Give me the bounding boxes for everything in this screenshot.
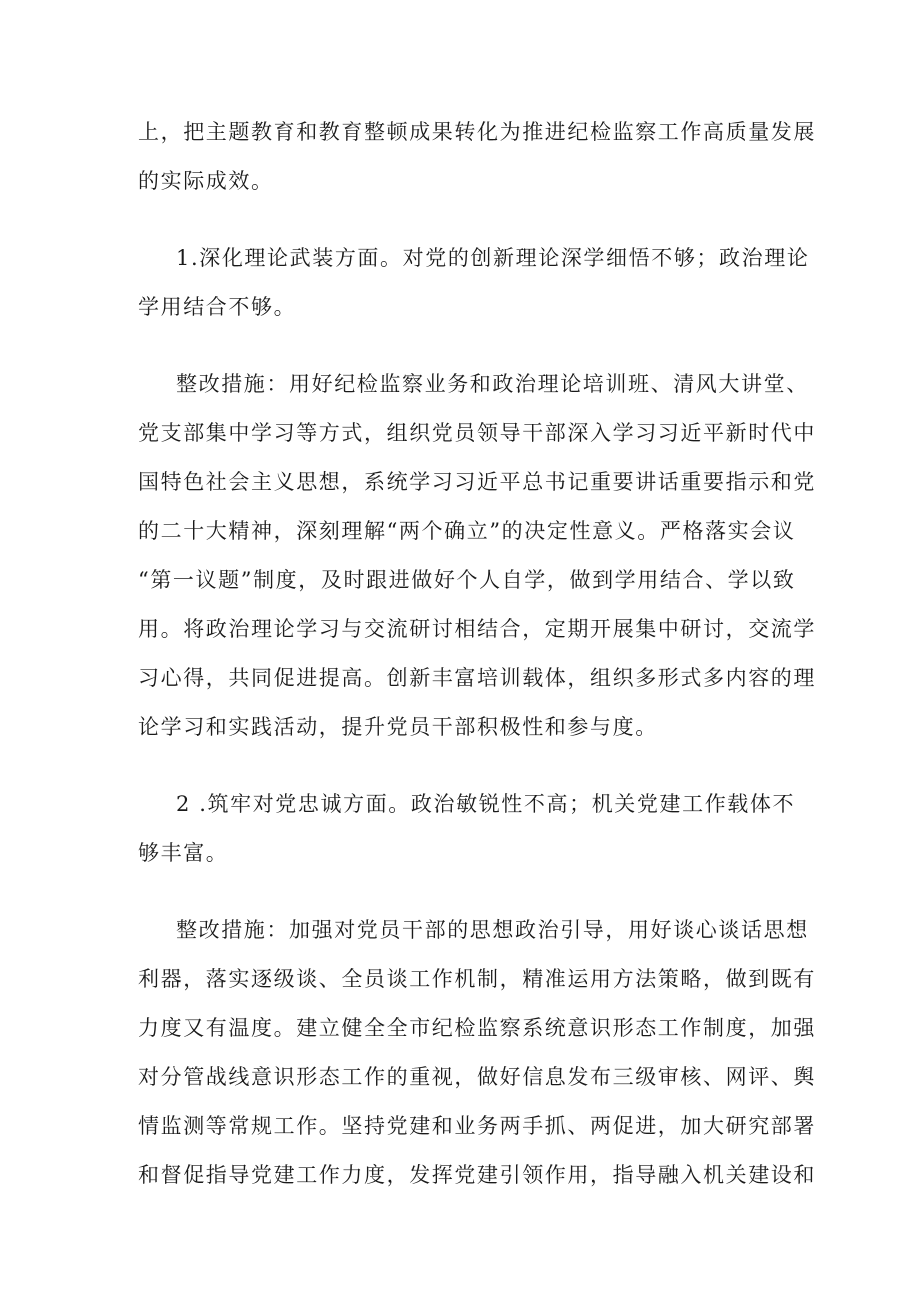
paragraph-line: 上，把主题教育和教育整顿成果转化为推进纪检监察工作高质量发展 bbox=[138, 120, 816, 144]
paragraph-line: 的实际成效。 bbox=[138, 169, 274, 193]
section-heading-1-cont: 学用结合不够。 bbox=[138, 295, 297, 319]
paragraph-line: 的二十大精神，深刻理解“两个确立”的决定性意义。严格落实会议 bbox=[138, 519, 796, 543]
paragraph-line: 整改措施：加强对党员干部的思想政治引导，用好谈心谈话思想 bbox=[176, 918, 809, 942]
paragraph-line: 情监测等常规工作。坚持党建和业务两手抓、两促进，加大研究部署 bbox=[138, 1114, 816, 1138]
section-heading-2: 2 .筑牢对党忠诚方面。政治敏锐性不高；机关党建工作载体不 bbox=[176, 792, 796, 816]
paragraph-line: 国特色社会主义思想，系统学习习近平总书记重要讲话重要指示和党 bbox=[138, 470, 816, 494]
paragraph-line: 整改措施：用好纪检监察业务和政治理论培训班、清风大讲堂、 bbox=[176, 372, 809, 396]
paragraph-line: 力度又有温度。建立健全全市纪检监察系统意识形态工作制度，加强 bbox=[138, 1016, 816, 1040]
paragraph-line: “第一议题”制度，及时跟进做好个人自学，做到学用结合、学以致 bbox=[138, 568, 796, 592]
section-heading-2-cont: 够丰富。 bbox=[138, 841, 229, 865]
paragraph-line: 用。将政治理论学习与交流研讨相结合，定期开展集中研讨，交流学 bbox=[138, 617, 816, 641]
section-heading-1: 1.深化理论武装方面。对党的创新理论深学细悟不够；政治理论 bbox=[176, 246, 810, 270]
paragraph-line: 论学习和实践活动，提升党员干部积极性和参与度。 bbox=[138, 715, 658, 739]
paragraph-line: 习心得，共同促进提高。创新丰富培训载体，组织多形式多内容的理 bbox=[138, 666, 816, 690]
paragraph-line: 对分管战线意识形态工作的重视，做好信息发布三级审核、网评、舆 bbox=[138, 1065, 816, 1089]
paragraph-line: 党支部集中学习等方式，组织党员领导干部深入学习习近平新时代中 bbox=[138, 421, 816, 445]
paragraph-line: 利器，落实逐级谈、全员谈工作机制，精准运用方法策略，做到既有 bbox=[138, 967, 816, 991]
paragraph-line: 和督促指导党建工作力度，发挥党建引领作用，指导融入机关建设和 bbox=[138, 1163, 816, 1187]
